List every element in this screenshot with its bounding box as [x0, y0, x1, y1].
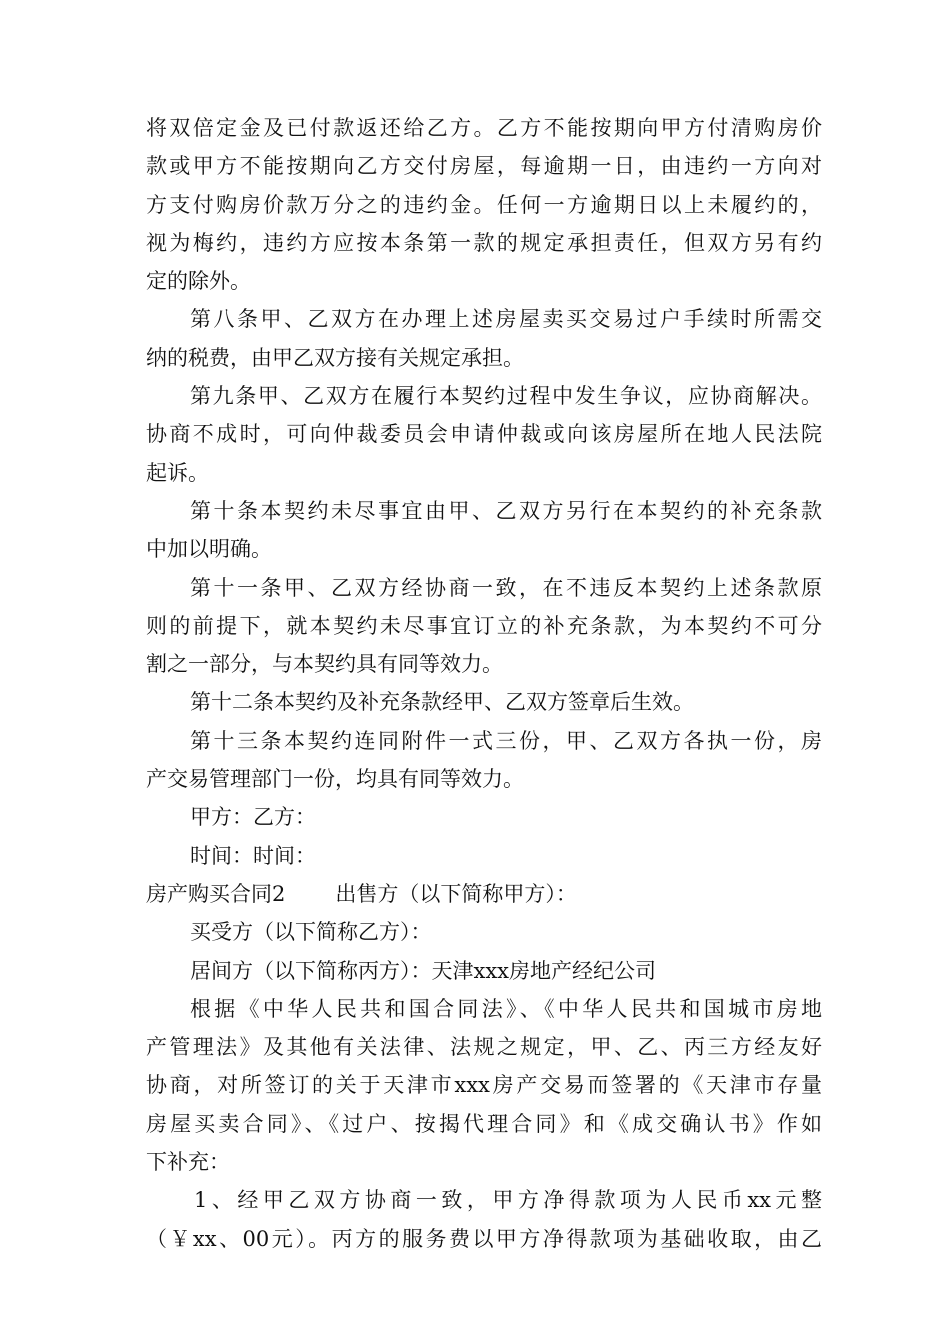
text-line: 产管理法》及其他有关法律、法规之规定，甲、乙、丙三方经友好 [146, 1035, 822, 1060]
article-12: 第十二条本契约及补充条款经甲、乙双方签章后生效。 [190, 690, 694, 715]
text-line: 方支付购房价款万分之的违约金。任何一方逾期日以上未履约的， [146, 192, 822, 217]
text-line: 视为梅约，违约方应按本条第一款的规定承担责任，但双方另有约 [146, 230, 822, 255]
text-line: 纳的税费，由甲乙双方接有关规定承担。 [146, 345, 524, 370]
buyer-label: 买受方（以下简称乙方）： [190, 920, 432, 945]
signature-parties: 甲方：乙方： [190, 805, 316, 830]
broker-label: 居间方（以下简称丙方）：天津xxx房地产经纪公司 [190, 958, 657, 983]
text-line: 款或甲方不能按期向乙方交付房屋，每逾期一日，由违约一方向对 [146, 154, 822, 179]
article-9: 第九条甲、乙双方在履行本契约过程中发生争议，应协商解决。 [190, 384, 822, 409]
text-line: 中加以明确。 [146, 537, 272, 562]
signature-dates: 时间：时间： [190, 843, 316, 868]
text-line: 产交易管理部门一份，均具有同等效力。 [146, 767, 524, 792]
contract-2-title: 房产购买合同2 [146, 881, 286, 906]
text-line: 房屋买卖合同》、《过户、按揭代理合同》和《成交确认书》作如 [146, 1111, 822, 1136]
article-13: 第十三条本契约连同附件一式三份，甲、乙双方各执一份，房 [190, 728, 822, 753]
seller-label: 出售方（以下简称甲方）： [335, 881, 577, 906]
article-10: 第十条本契约未尽事宜由甲、乙双方另行在本契约的补充条款 [190, 498, 822, 523]
text-line: 下补充： [146, 1150, 230, 1175]
text-line: 将双倍定金及已付款返还给乙方。乙方不能按期向甲方付清购房价 [146, 116, 822, 140]
text-line: 割之一部分，与本契约具有同等效力。 [146, 652, 503, 677]
text-line: 起诉。 [146, 460, 209, 485]
text-line: 定的除外。 [146, 269, 251, 294]
preamble: 根据《中华人民共和国合同法》、《中华人民共和国城市房地 [190, 996, 822, 1021]
text-line: 协商，对所签订的关于天津市xxx房产交易而签署的《天津市存量 [146, 1073, 822, 1098]
document-body [146, 109, 822, 1258]
clause-1: 1、经甲乙双方协商一致，甲方净得款项为人民币xx元整 [194, 1188, 822, 1213]
article-8: 第八条甲、乙双方在办理上述房屋卖买交易过户手续时所需交 [190, 307, 822, 332]
article-11: 第十一条甲、乙双方经协商一致，在不违反本契约上述条款原 [190, 575, 822, 600]
text-line: （￥xx、00元）。丙方的服务费以甲方净得款项为基础收取，由乙 [146, 1226, 822, 1251]
text-line: 则的前提下，就本契约未尽事宜订立的补充条款，为本契约不可分 [146, 613, 822, 638]
text-line: 协商不成时，可向仲裁委员会申请仲裁或向该房屋所在地人民法院 [146, 422, 822, 447]
contract-2-heading-line [146, 875, 822, 913]
